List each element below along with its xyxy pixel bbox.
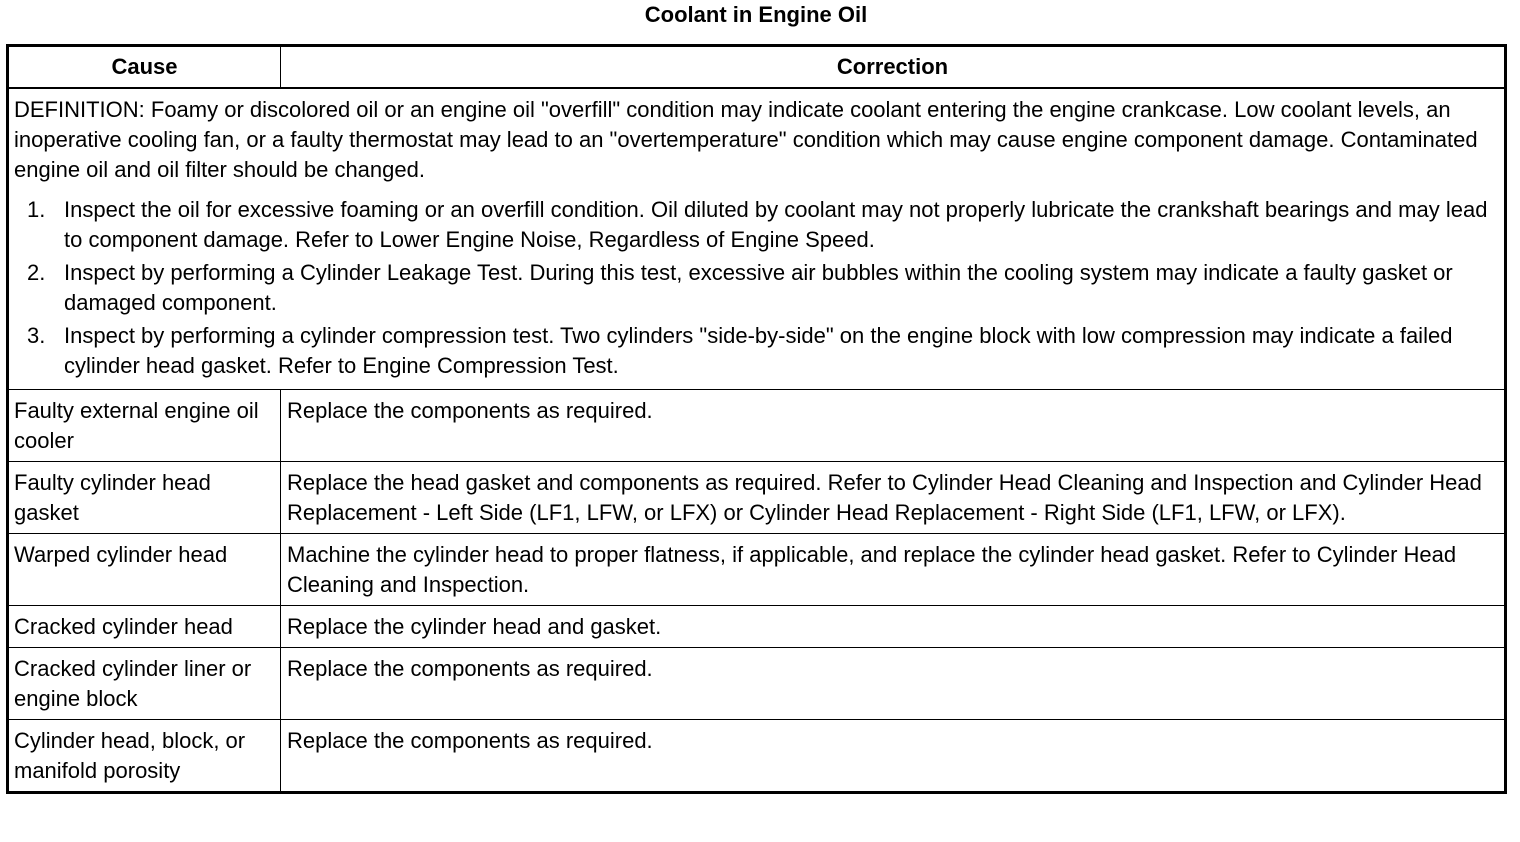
table-header-row bbox=[8, 46, 1506, 89]
correction-cell: Replace the components as required. bbox=[281, 648, 1506, 720]
table-row bbox=[8, 648, 1506, 720]
step-number: 2. bbox=[27, 260, 46, 285]
definition-cell bbox=[8, 88, 1506, 390]
step-text: Inspect by performing a Cylinder Leakage Test. During this test, excessive air bubbles within the cooling system may indicate a faulty gasket or damaged component. bbox=[64, 260, 1453, 315]
inspection-step bbox=[14, 195, 1498, 255]
table-row bbox=[8, 534, 1506, 606]
step-number: 3. bbox=[27, 323, 46, 348]
step-text: Inspect by performing a cylinder compression test. Two cylinders "side-by-side" on the engine block with low compression may indicate a failed cylinder head gasket. Refer to Engine Compression Test. bbox=[64, 323, 1453, 378]
correction-cell: Replace the cylinder head and gasket. bbox=[281, 606, 1506, 648]
page-title: Coolant in Engine Oil bbox=[644, 2, 868, 27]
inspection-steps-list bbox=[14, 195, 1498, 381]
cause-column-header: Cause bbox=[8, 46, 281, 89]
step-number: 1. bbox=[27, 197, 46, 222]
correction-cell: Replace the head gasket and components as required. Refer to Cylinder Head Cleaning and Inspection and Cylinder Head Replacement - Left Side (LF1, LFW, or LFX) or Cylinder Head Replacement - Right Side (LF1, LFW, or LFX). bbox=[281, 462, 1506, 534]
correction-cell: Replace the components as required. bbox=[281, 390, 1506, 462]
correction-cell: Machine the cylinder head to proper flatness, if applicable, and replace the cylinder head gasket. Refer to Cylinder Head Cleaning and Inspection. bbox=[281, 534, 1506, 606]
table-row bbox=[8, 462, 1506, 534]
table-row bbox=[8, 606, 1506, 648]
cause-cell: Cylinder head, block, or manifold porosity bbox=[8, 720, 281, 793]
cause-cell: Warped cylinder head bbox=[8, 534, 281, 606]
definition-row bbox=[8, 88, 1506, 390]
table-row bbox=[8, 720, 1506, 793]
cause-cell: Cracked cylinder head bbox=[8, 606, 281, 648]
correction-column-header: Correction bbox=[281, 46, 1506, 89]
table-row bbox=[8, 390, 1506, 462]
cause-cell: Cracked cylinder liner or engine block bbox=[8, 648, 281, 720]
cause-cell: Faulty cylinder head gasket bbox=[8, 462, 281, 534]
inspection-step bbox=[14, 258, 1498, 318]
step-text: Inspect the oil for excessive foaming or an overfill condition. Oil diluted by coolant may not properly lubricate the crankshaft bearings and may lead to component damage. Refer to Lower Engine Noise, Regardless of Engine Speed. bbox=[64, 197, 1488, 252]
inspection-step bbox=[14, 321, 1498, 381]
cause-cell: Faulty external engine oil cooler bbox=[8, 390, 281, 462]
correction-cell: Replace the components as required. bbox=[281, 720, 1506, 793]
definition-text: DEFINITION: Foamy or discolored oil or an engine oil "overfill" condition may indicate coolant entering the engine crankcase. Low coolant levels, an inoperative cooling fan, or a faulty thermostat may lead to an "overtemperature" condition which may cause engine component damage. Contaminated engine oil and oil filter should be changed. bbox=[14, 97, 1478, 182]
diagnostic-table bbox=[6, 44, 1507, 794]
